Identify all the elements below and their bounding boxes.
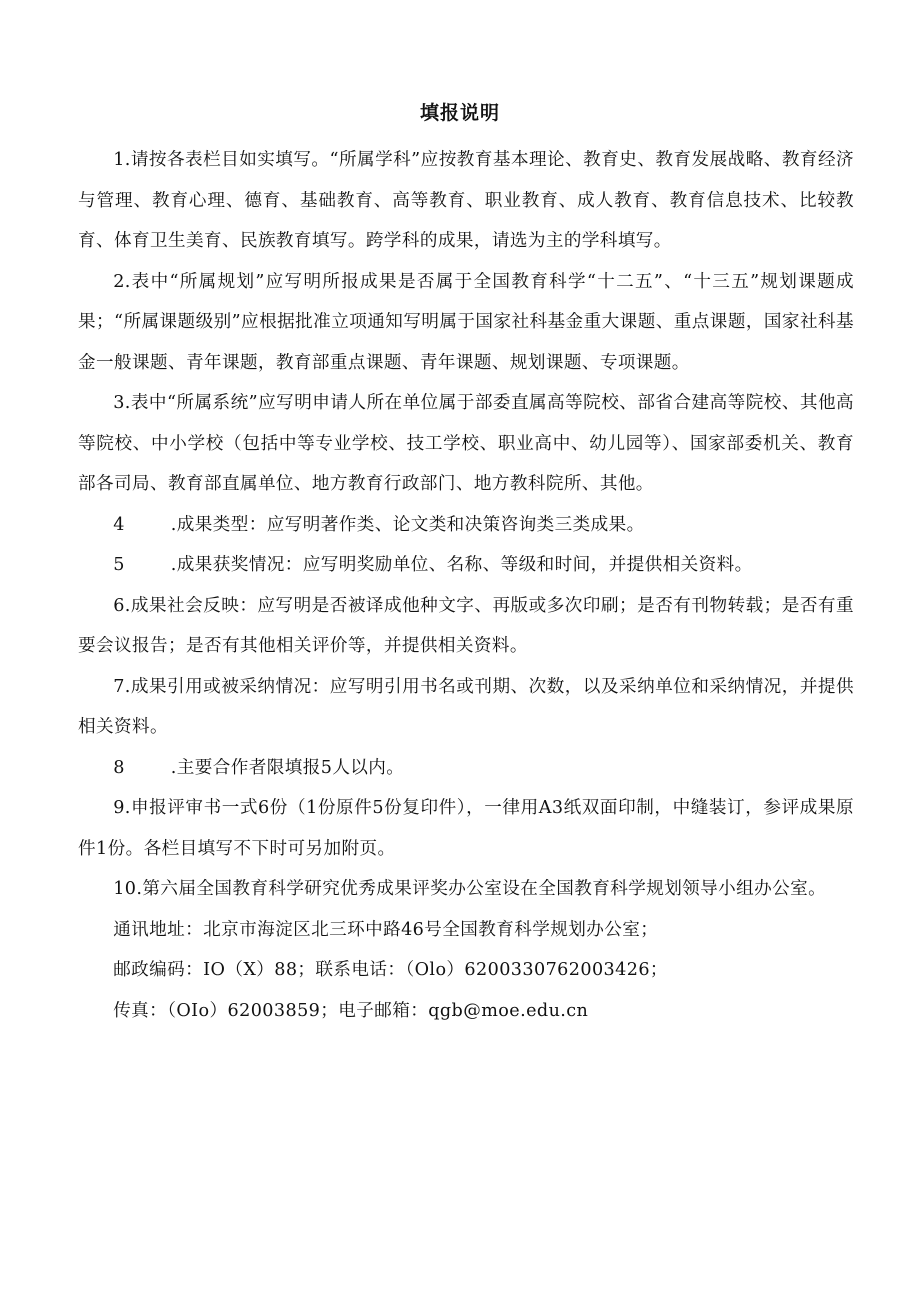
- contact-address: 通讯地址：北京市海淀区北三环中路46号全国教育科学规划办公室；: [113, 919, 659, 940]
- instruction-item-9: [78, 788, 854, 869]
- item-text: .成果引用或被采纳情况：应写明引用书名或刊期、次数，以及采纳单位和采纳情况，并提供相关资料。: [78, 676, 854, 737]
- item-number: 6: [113, 595, 125, 616]
- item-text: .成果获奖情况：应写明奖励单位、名称、等级和时间，并提供相关资料。: [170, 555, 753, 575]
- instruction-item-7: [78, 667, 854, 748]
- instruction-item-3: [78, 383, 854, 505]
- item-number: 8: [113, 757, 125, 778]
- item-number: 5: [113, 555, 125, 575]
- instruction-item-4: [78, 505, 854, 546]
- instruction-item-2: [78, 262, 854, 384]
- instruction-item-6: [78, 586, 854, 667]
- instruction-item-1: [78, 140, 854, 262]
- instruction-item-5: [78, 545, 854, 586]
- item-number: 9: [113, 798, 125, 818]
- instructions-body: [78, 140, 854, 1031]
- item-text: .申报评审书一式6份（1份原件5份复印件），一律用A3纸双面印制，中缝装订，参评成果原件1份。各栏目填写不下时可另加附页。: [78, 798, 854, 859]
- item-text: .表中“所属系统”应写明申请人所在单位属于部委直属高等院校、部省合建高等院校、其他高等院校、中小学校（包括中等专业学校、技工学校、职业高中、幼儿园等）、国家部委机关、教育部各司局、教育部直属单位、地方教育行政部门、地方教科院所、其他。: [78, 393, 854, 494]
- instruction-item-8: [78, 748, 854, 789]
- item-text: .第六届全国教育科学研究优秀成果评奖办公室设在全国教育科学规划领导小组办公室。: [136, 879, 827, 899]
- instruction-item-10: [78, 869, 854, 910]
- item-number: 10: [113, 879, 137, 899]
- page-title: 填报说明: [419, 102, 500, 124]
- item-text: .成果社会反映：应写明是否被译成他种文字、再版或多次印刷；是否有刊物转载；是否有重要会议报告；是否有其他相关评价等，并提供相关资料。: [78, 595, 854, 656]
- item-number: 2: [113, 271, 125, 292]
- item-number: 7: [113, 676, 125, 697]
- item-number: 3: [113, 393, 125, 413]
- contact-postcode-phone: 邮政编码：IO（X）88；联系电话：（Olo）6200330762003426；: [113, 960, 668, 980]
- item-text: .表中“所属规划”应写明所报成果是否属于全国教育科学“十二五”、“十三五”规划课题成果；“所属课题级别”应根据批准立项通知写明属于国家社科基金重大课题、重点课题，国家社科基金一般课题、青年课题，教育部重点课题、青年课题、规划课题、专项课题。: [78, 271, 854, 373]
- item-number: 4: [113, 514, 125, 535]
- item-text: .请按各表栏目如实填写。“所属学科”应按教育基本理论、教育史、教育发展战略、教育经济与管理、教育心理、德育、基础教育、高等教育、职业教育、成人教育、教育信息技术、比较教育、体育卫生美育、民族教育填写。跨学科的成果，请选为主的学科填写。: [78, 150, 854, 251]
- item-text: .成果类型：应写明著作类、论文类和决策咨询类三类成果。: [170, 514, 645, 535]
- item-number: 1: [113, 150, 125, 170]
- item-text: .主要合作者限填报5人以内。: [170, 757, 405, 778]
- contact-fax-email: 传真：（OIo）62003859；电子邮箱：qgb@moe.edu.cn: [113, 1000, 589, 1021]
